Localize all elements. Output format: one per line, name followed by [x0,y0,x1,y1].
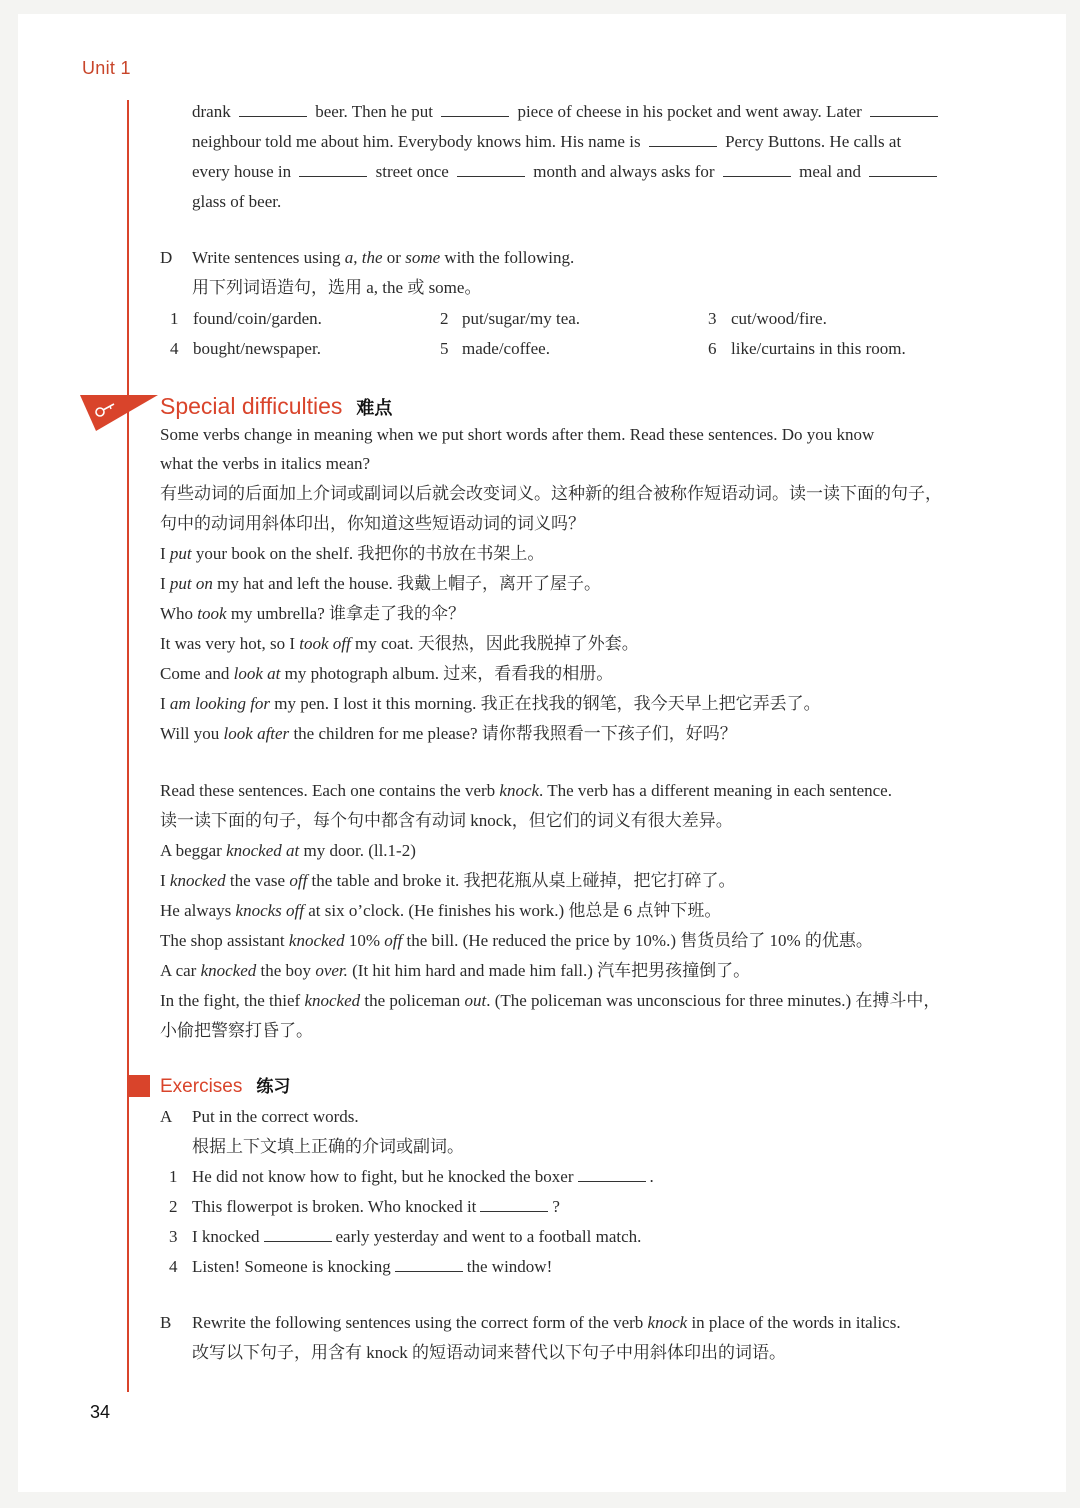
item-text: like/curtains in this room. [731,339,906,358]
item-text: found/coin/garden. [193,309,322,328]
exercise-instruction-cn: 用下列词语造句，选用 a, the 或 some。 [192,278,482,297]
example-sentence: Who took my umbrella? 谁拿走了我的伞？ [160,604,466,623]
example-sentence: I am looking for my pen. I lost it this morning. 我正在找我的钢笔，我今天早上把它弄丢了。 [160,694,821,713]
intro-line-cn: 句中的动词用斜体印出，你知道这些短语动词的词义吗？ [160,514,585,533]
item-number: 2 [440,309,449,328]
exercise-label: A [160,1107,173,1126]
answer-blank[interactable] [869,162,937,177]
answer-blank[interactable] [299,162,367,177]
unit-label: Unit 1 [82,58,131,78]
passage-line: neighbour told me about him. Everybody knows him. His name is Percy Buttons. He calls at [192,132,902,151]
page-number: 34 [90,1402,111,1422]
item-number: 2 [169,1197,178,1216]
item-number: 3 [169,1227,178,1246]
answer-blank[interactable] [723,162,791,177]
item-number: 1 [169,1167,178,1186]
item-number: 6 [708,339,717,358]
passage-line: every house in street once month and always asks for meal and [192,162,941,182]
fill-in-item: He did not know how to fight, but he knocked the boxer . [192,1167,654,1186]
margin-rule [127,100,129,1392]
answer-blank[interactable] [649,132,717,147]
knock-sentence: A beggar knocked at my door. (ll.1-2) [160,841,416,860]
item-number: 5 [440,339,449,358]
section-marker [128,1075,150,1097]
answer-blank[interactable] [578,1167,646,1182]
answer-blank[interactable] [264,1227,332,1242]
item-text: put/sugar/my tea. [462,309,581,328]
section-title: Special difficulties 难点 [160,393,393,419]
item-number: 1 [170,309,179,328]
fill-in-item: Listen! Someone is knocking the window! [192,1257,553,1276]
item-text: bought/newspaper. [193,339,321,358]
answer-blank[interactable] [441,102,509,117]
intro-line-cn: 有些动词的后面加上介词或副词以后就会改变词义。这种新的组合被称作短语动词。读一读下面的句子， [160,484,942,503]
answer-blank[interactable] [395,1257,463,1272]
intro-line: what the verbs in italics mean? [160,454,371,473]
answer-blank[interactable] [239,102,307,117]
exercise-instruction-cn: 改写以下句子，用含有 knock 的短语动词来替代以下句子中用斜体印出的词语。 [192,1343,787,1362]
passage-line: drank beer. Then he put piece of cheese in his pocket and went away. Later [192,102,942,122]
item-number: 4 [170,339,179,358]
intro-line: Some verbs change in meaning when we put short words after them. Read these sentences. Do you know [160,425,875,444]
knock-sentence: In the fight, the thief knocked the policeman out. (The policeman was unconscious for three minutes.) 在搏斗中， [160,991,941,1010]
exercises-title: Exercises 练习 [160,1076,291,1097]
knock-sentence: He always knocks off at six o’clock. (He finishes his work.) 他总是 6 点钟下班。 [160,901,722,920]
exercise-label: B [160,1313,172,1332]
knock-sentence: I knocked the vase off the table and broke it. 我把花瓶从桌上碰掉，把它打碎了。 [160,871,736,890]
exercise-label: D [160,248,173,267]
answer-blank[interactable] [457,162,525,177]
key-icon [80,393,160,433]
knock-intro: Read these sentences. Each one contains the verb knock. The verb has a different meaning in each sentence. [160,781,892,800]
fill-in-item: This flowerpot is broken. Who knocked it ? [192,1197,560,1216]
item-text: made/coffee. [462,339,550,358]
exercise-instruction: Put in the correct words. [192,1107,359,1126]
item-number: 3 [708,309,717,328]
example-sentence: It was very hot, so I took off my coat. 天很热，因此我脱掉了外套。 [160,634,639,653]
answer-blank[interactable] [870,102,938,117]
item-number: 4 [169,1257,178,1276]
knock-intro-cn: 读一读下面的句子，每个句中都含有动词 knock，但它们的词义有很大差异。 [160,811,733,830]
exercise-instruction: Rewrite the following sentences using the correct form of the verb knock in place of the words in italics. [192,1313,901,1332]
knock-sentence: A car knocked the boy over. (It hit him hard and made him fall.) 汽车把男孩撞倒了。 [160,961,751,980]
answer-blank[interactable] [480,1197,548,1212]
item-text: cut/wood/fire. [731,309,827,328]
knock-sentence: The shop assistant knocked 10% off the bill. (He reduced the price by 10%.) 售货员给了 10% 的优惠。 [160,931,873,950]
fill-in-item: I knocked early yesterday and went to a football match. [192,1227,642,1246]
knock-sentence-cn: 小偷把警察打昏了。 [160,1021,313,1040]
example-sentence: Will you look after the children for me please? 请你帮我照看一下孩子们，好吗？ [160,724,737,743]
example-sentence: I put your book on the shelf. 我把你的书放在书架上。 [160,544,545,563]
example-sentence: I put on my hat and left the house. 我戴上帽子，离开了屋子。 [160,574,602,593]
exercise-instruction: Write sentences using a, the or some with the following. [192,248,575,267]
exercise-instruction-cn: 根据上下文填上正确的介词或副词。 [192,1137,464,1156]
example-sentence: Come and look at my photograph album. 过来，看看我的相册。 [160,664,614,683]
passage-line: glass of beer. [192,192,282,211]
